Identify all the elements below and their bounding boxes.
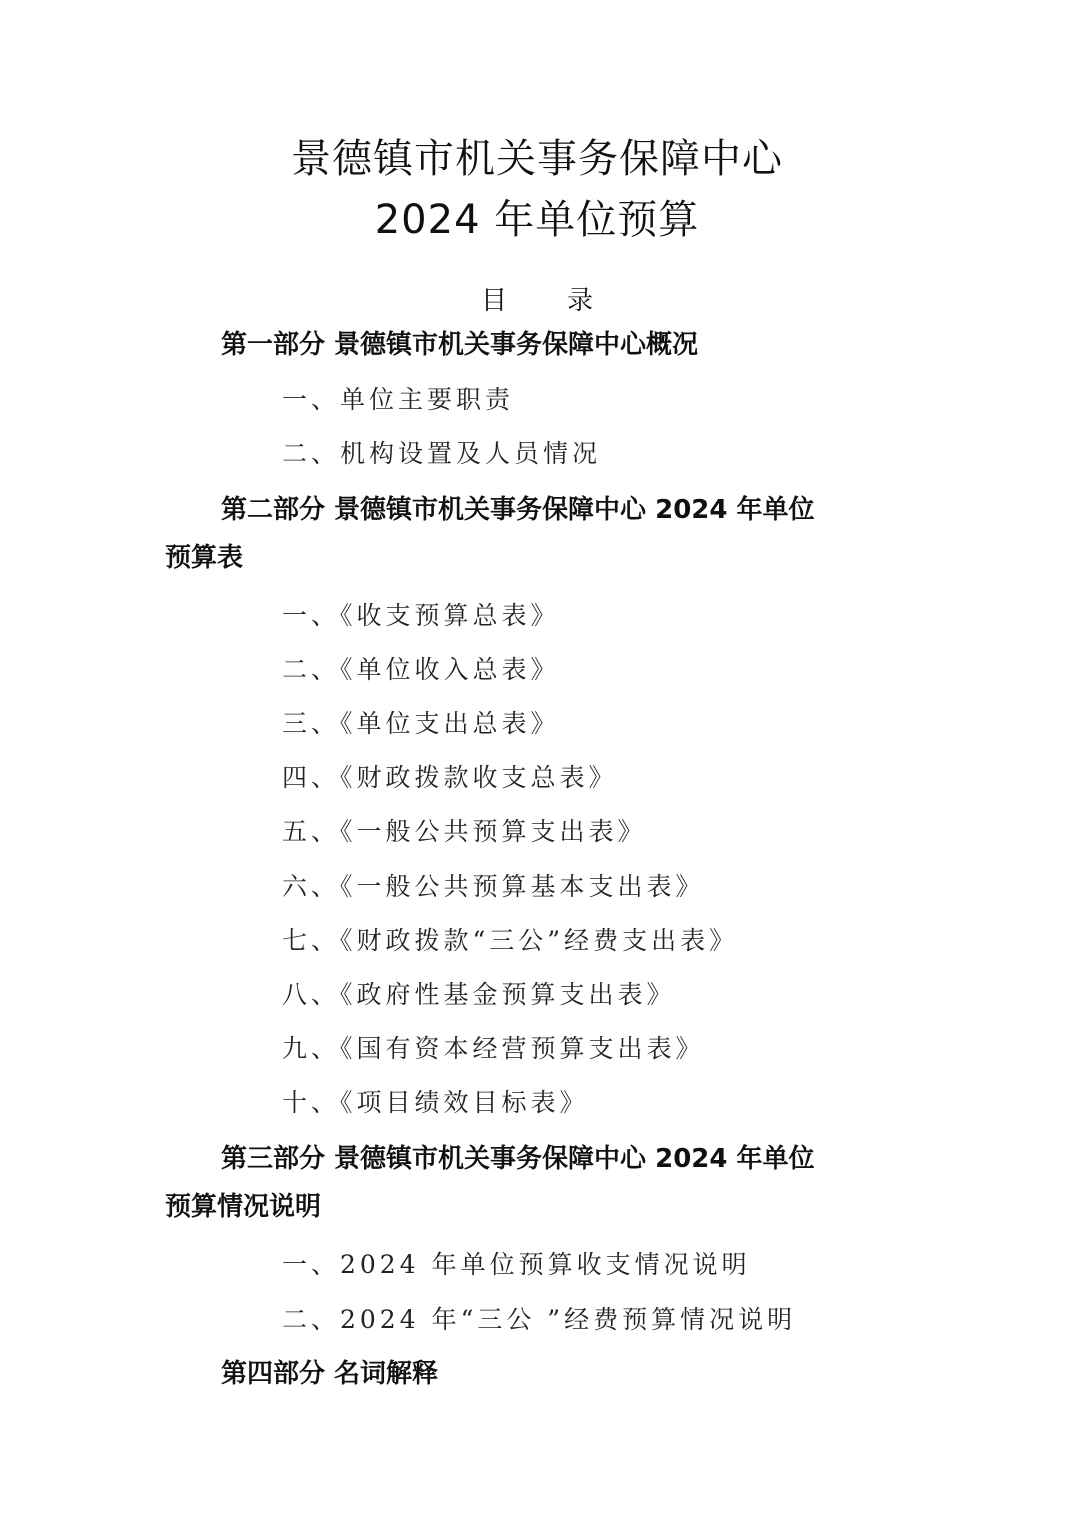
- part2-heading: [165, 495, 815, 573]
- document-title-line2: 2024 年单位预算: [374, 197, 700, 243]
- part2-item-1: 一、《收支预算总表》: [282, 601, 560, 630]
- part2-item-8: 八、《政府性基金预算支出表》: [282, 980, 676, 1009]
- part2-item-9: 九、《国有资本经营预算支出表》: [282, 1034, 705, 1063]
- part2-heading-line2: 预算表: [165, 543, 244, 573]
- document-title-line1: 景德镇市机关事务保障中心: [291, 136, 783, 182]
- part2-item-3: 三、《单位支出总表》: [282, 709, 560, 738]
- part1-item-1: 一、单位主要职责: [282, 385, 515, 414]
- part2-item-5: 五、《一般公共预算支出表》: [282, 817, 647, 846]
- toc-heading-right: 录: [567, 286, 594, 316]
- part2-item-4: 四、《财政拨款收支总表》: [282, 763, 618, 792]
- part3-heading-line1: 第三部分 景德镇市机关事务保障中心 2024 年单位: [221, 1144, 815, 1174]
- part3-item-2: 二、2024 年“三公 ”经费预算情况说明: [282, 1305, 797, 1334]
- part1-heading: 第一部分 景德镇市机关事务保障中心概况: [221, 330, 699, 360]
- part3-heading-line2: 预算情况说明: [165, 1192, 322, 1222]
- part3-heading: [165, 1144, 815, 1222]
- part2-heading-line1: 第二部分 景德镇市机关事务保障中心 2024 年单位: [221, 495, 815, 525]
- part2-item-7: 七、《财政拨款“三公”经费支出表》: [282, 926, 739, 955]
- part4-heading: 第四部分 名词解释: [221, 1359, 439, 1389]
- part2-item-10: 十、《项目绩效目标表》: [282, 1088, 589, 1117]
- toc-heading-left: 目: [480, 286, 507, 316]
- part2-item-6: 六、《一般公共预算基本支出表》: [282, 872, 705, 901]
- part2-item-2: 二、《单位收入总表》: [282, 655, 560, 684]
- part1-item-2: 二、机构设置及人员情况: [282, 439, 602, 468]
- part3-item-1: 一、2024 年单位预算收支情况说明: [282, 1250, 751, 1279]
- toc-heading: [0, 288, 1074, 314]
